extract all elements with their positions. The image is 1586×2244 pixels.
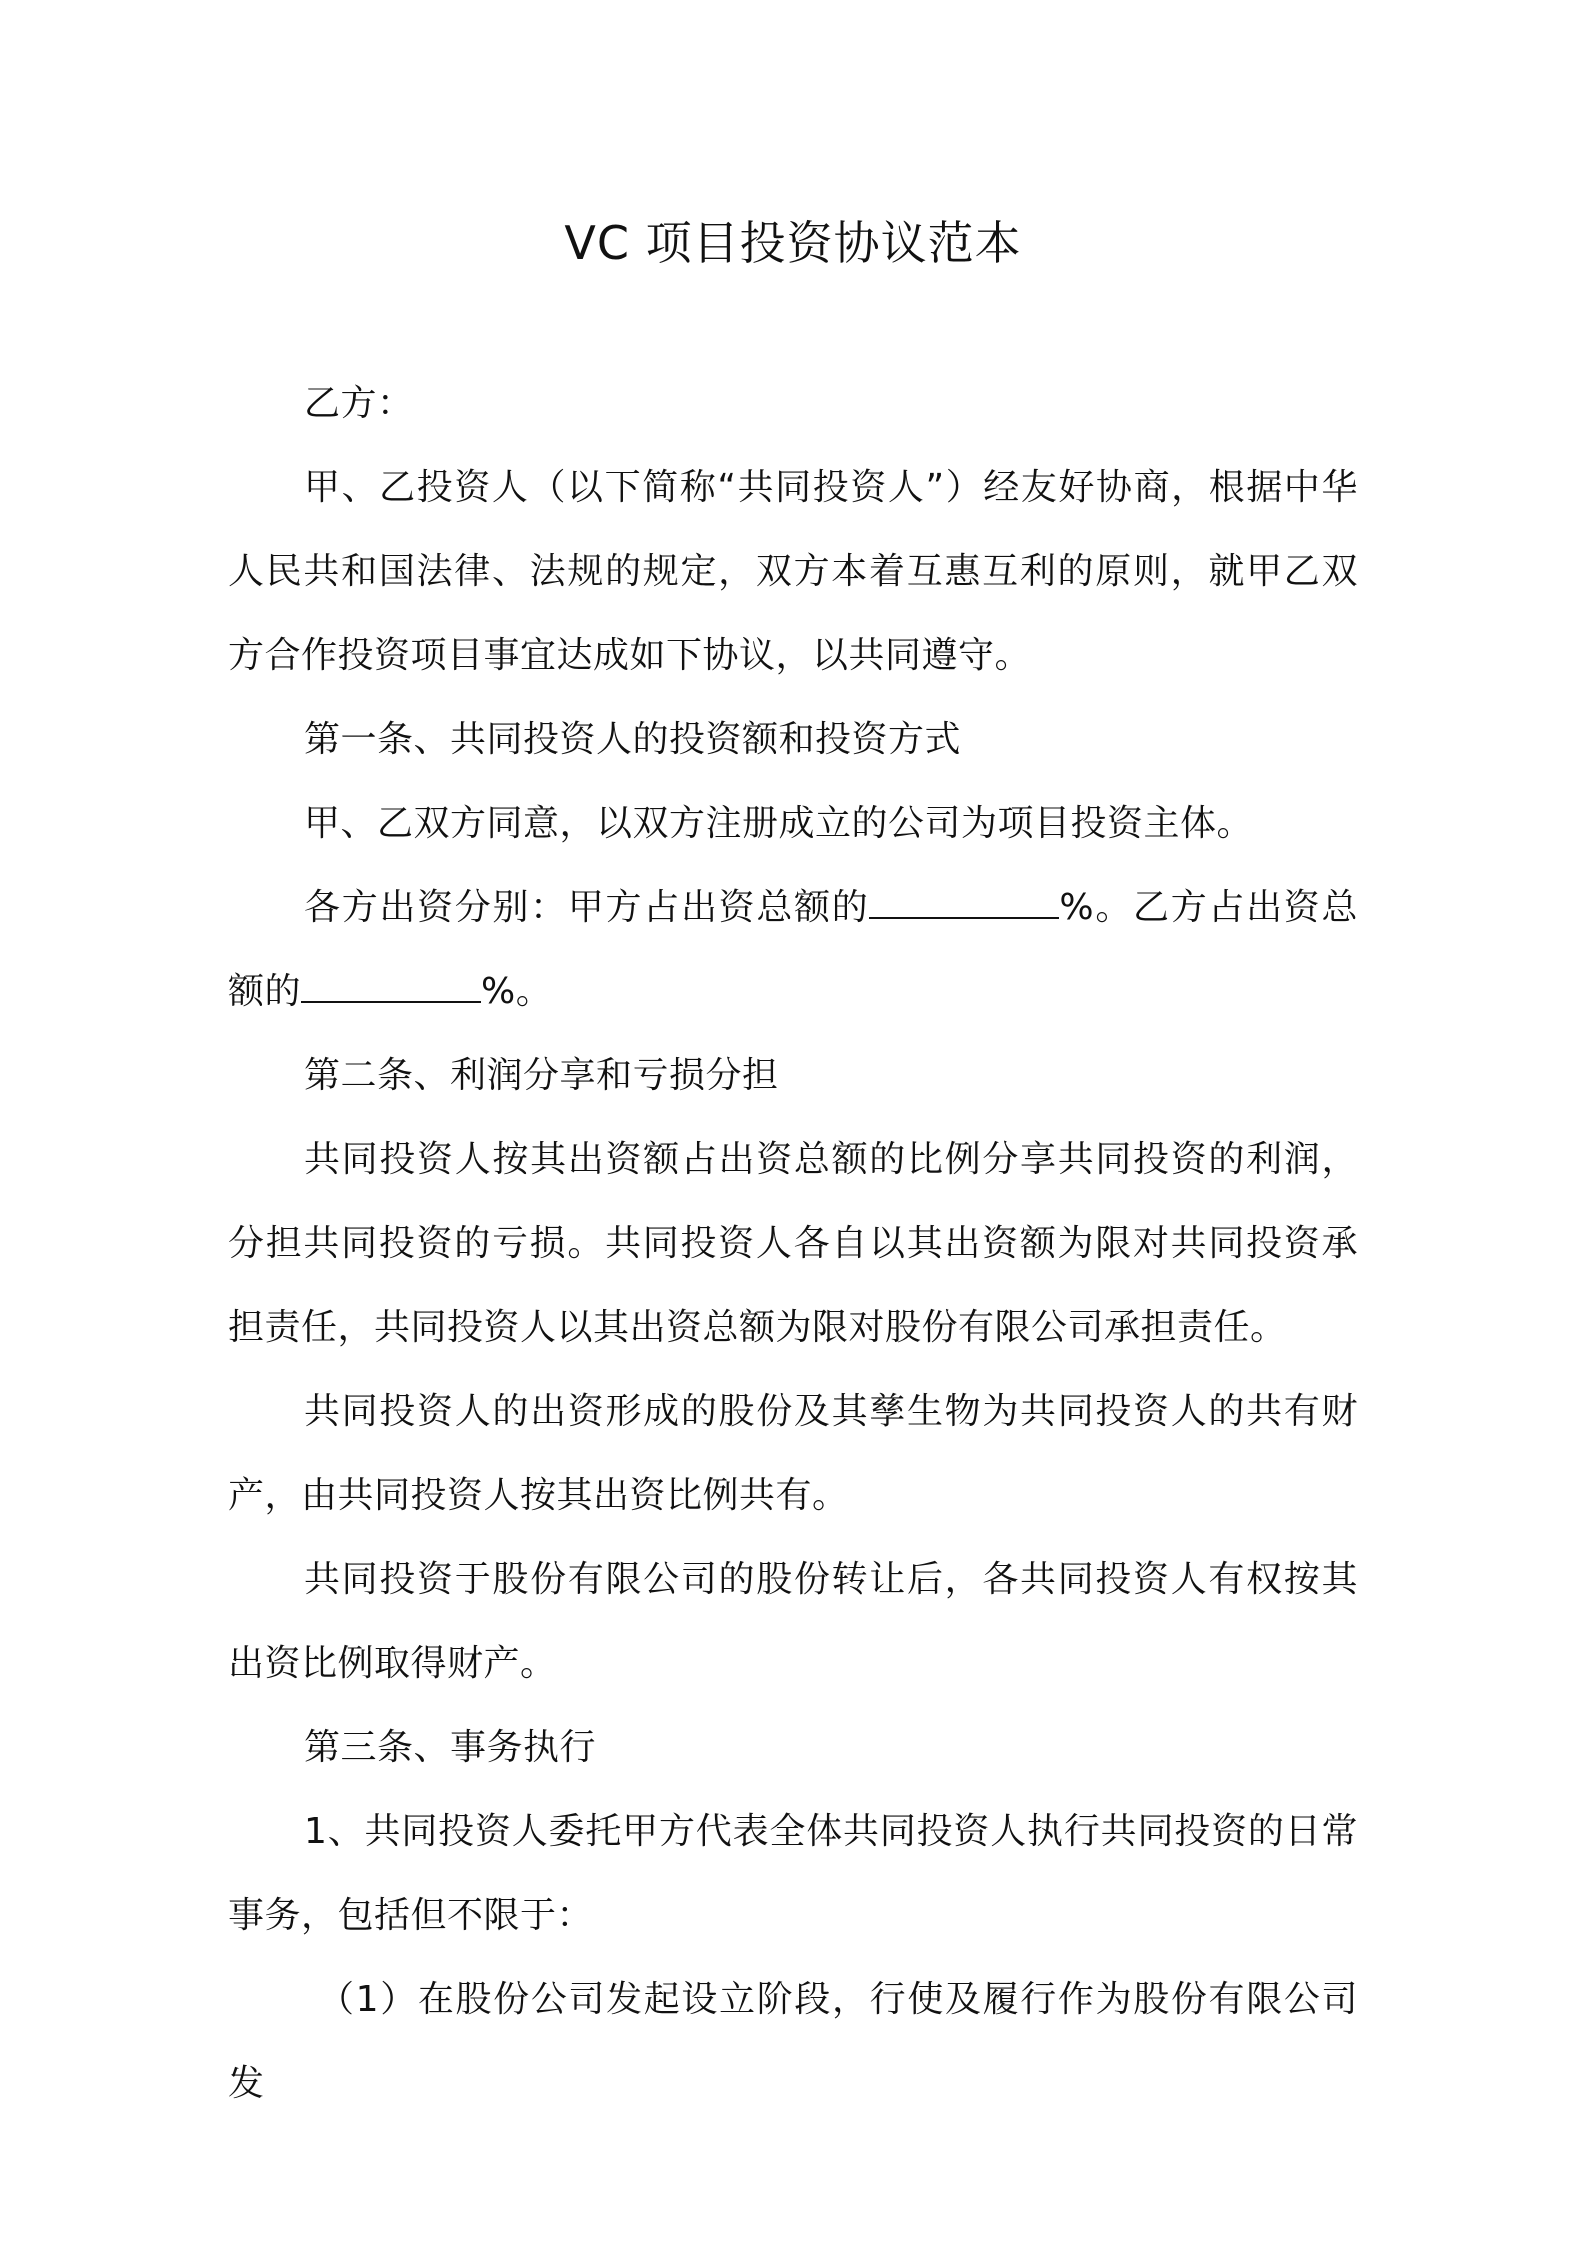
- article-3-subitem-1: （1）在股份公司发起设立阶段，行使及履行作为股份有限公司发: [228, 1979, 1358, 2104]
- party-b-percentage-blank: [301, 971, 481, 1003]
- article-3-heading: 第三条、事务执行: [304, 1727, 597, 1768]
- article-2-paragraph-3: 共同投资于股份有限公司的股份转让后，各共同投资人有权按其出资比例取得财产。: [228, 1559, 1358, 1684]
- article-1-paragraph-2: [228, 866, 1358, 1034]
- article-2-paragraph-2: 共同投资人的出资形成的股份及其孳生物为共同投资人的共有财产，由共同投资人按其出资比例共有。: [228, 1391, 1358, 1516]
- contribution-text-c: %。: [481, 971, 553, 1012]
- article-3-item-1: 1、共同投资人委托甲方代表全体共同投资人执行共同投资的日常事务，包括但不限于：: [228, 1811, 1358, 1936]
- preamble-paragraph: 甲、乙投资人（以下简称“共同投资人”）经友好协商，根据中华人民共和国法律、法规的规定，双方本着互惠互利的原则，就甲乙双方合作投资项目事宜达成如下协议，以共同遵守。: [228, 467, 1358, 676]
- article-1-paragraph-1: 甲、乙双方同意，以双方注册成立的公司为项目投资主体。: [304, 803, 1254, 844]
- contribution-text-b: %。乙方占出资总额的: [228, 887, 1358, 1012]
- document-body: [228, 362, 1358, 2126]
- party-a-percentage-blank: [869, 887, 1059, 919]
- party-b-line: 乙方：: [304, 383, 414, 424]
- contribution-text-a: 各方出资分别：甲方占出资总额的: [304, 887, 870, 928]
- document-title: VC 项目投资协议范本: [564, 216, 1022, 270]
- article-1-heading: 第一条、共同投资人的投资额和投资方式: [304, 719, 962, 760]
- article-2-paragraph-1: 共同投资人按其出资额占出资总额的比例分享共同投资的利润，分担共同投资的亏损。共同投资人各自以其出资额为限对共同投资承担责任，共同投资人以其出资总额为限对股份有限公司承担责任。: [228, 1139, 1358, 1348]
- article-2-heading: 第二条、利润分享和亏损分担: [304, 1055, 779, 1096]
